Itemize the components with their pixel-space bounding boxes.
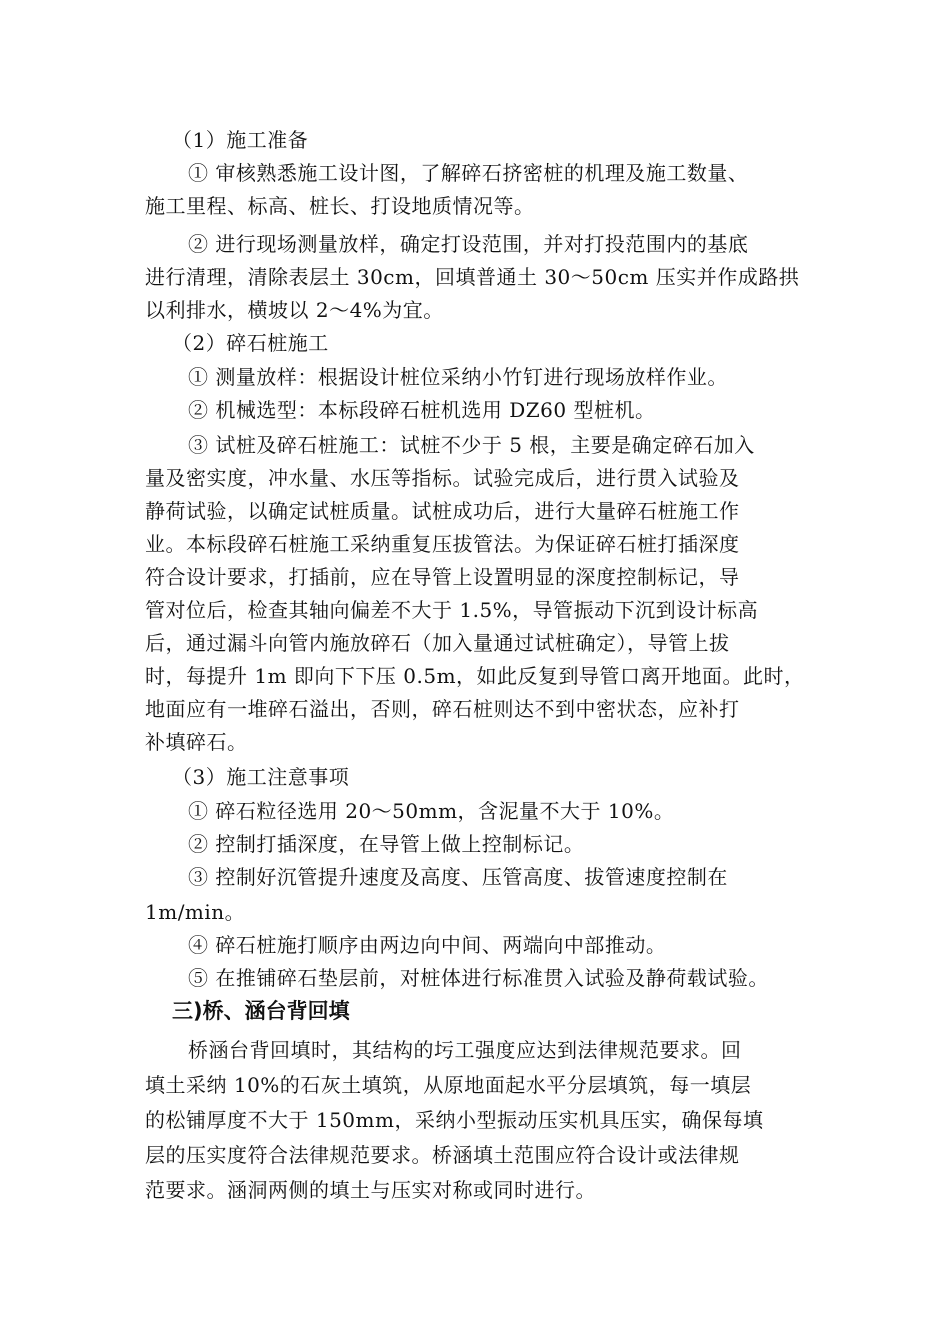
paragraph-line: 符合设计要求，打插前，应在导管上设置明显的深度控制标记，导 — [145, 565, 740, 589]
paragraph-line: ② 机械选型：本标段碎石桩机选用 DZ60 型桩机。 — [188, 398, 656, 422]
paragraph-line: 进行清理，清除表层土 30cm，回填普通土 30～50cm 压实并作成路拱 — [145, 265, 800, 289]
paragraph-line: 以利排水，横坡以 2～4%为宜。 — [145, 298, 444, 322]
paragraph-line: 1m/min。 — [145, 900, 246, 924]
paragraph-line: 时，每提升 1m 即向下下压 0.5m，如此反复到导管口离开地面。此时， — [145, 664, 805, 688]
section-heading: 三)桥、涵台背回填 — [172, 999, 350, 1023]
paragraph-line: 地面应有一堆碎石溢出，否则，碎石桩则达不到中密状态，应补打 — [145, 697, 740, 721]
section1-title: （1）施工准备 — [172, 128, 309, 152]
paragraph-line: 范要求。涵洞两侧的填土与压实对称或同时进行。 — [145, 1178, 596, 1202]
section2-title: （2）碎石桩施工 — [172, 331, 329, 355]
paragraph-line: 施工里程、标高、桩长、打设地质情况等。 — [145, 194, 535, 218]
paragraph-line: 层的压实度符合法律规范要求。桥涵填土范围应符合设计或法律规 — [145, 1143, 740, 1167]
paragraph-line: 填土采纳 10%的石灰土填筑，从原地面起水平分层填筑，每一填层 — [145, 1073, 752, 1097]
paragraph-line: 静荷试验，以确定试桩质量。试桩成功后，进行大量碎石桩施工作 — [145, 499, 740, 523]
paragraph-line: 量及密实度，冲水量、水压等指标。试验完成后，进行贯入试验及 — [145, 466, 740, 490]
paragraph-line: ③ 控制好沉管提升速度及高度、压管高度、拔管速度控制在 — [188, 865, 728, 889]
paragraph-line: ⑤ 在推铺碎石垫层前，对桩体进行标准贯入试验及静荷载试验。 — [188, 966, 769, 990]
paragraph-line: ① 碎石粒径选用 20～50mm，含泥量不大于 10%。 — [188, 799, 675, 823]
paragraph-line: 后，通过漏斗向管内施放碎石（加入量通过试桩确定），导管上拔 — [145, 631, 730, 655]
paragraph-line: ② 进行现场测量放样，确定打设范围，并对打投范围内的基底 — [188, 232, 749, 256]
paragraph-line: 业。本标段碎石桩施工采纳重复压拔管法。为保证碎石桩打插深度 — [145, 532, 740, 556]
paragraph-line: ② 控制打插深度，在导管上做上控制标记。 — [188, 832, 585, 856]
section3-title: （3）施工注意事项 — [172, 765, 350, 789]
paragraph-line: 的松铺厚度不大于 150mm，采纳小型振动压实机具压实，确保每填 — [145, 1108, 764, 1132]
paragraph-line: ③ 试桩及碎石桩施工：试桩不少于 5 根，主要是确定碎石加入 — [188, 433, 755, 457]
paragraph-line: ④ 碎石桩施打顺序由两边向中间、两端向中部推动。 — [188, 933, 667, 957]
paragraph-line: ① 测量放样：根据设计桩位采纳小竹钉进行现场放样作业。 — [188, 365, 728, 389]
paragraph-line: 管对位后，检查其轴向偏差不大于 1.5%，导管振动下沉到设计标高 — [145, 598, 759, 622]
paragraph-line: 桥涵台背回填时，其结构的圬工强度应达到法律规范要求。回 — [188, 1038, 742, 1062]
paragraph-line: ① 审核熟悉施工设计图，了解碎石挤密桩的机理及施工数量、 — [188, 161, 749, 185]
paragraph-line: 补填碎石。 — [145, 730, 248, 754]
